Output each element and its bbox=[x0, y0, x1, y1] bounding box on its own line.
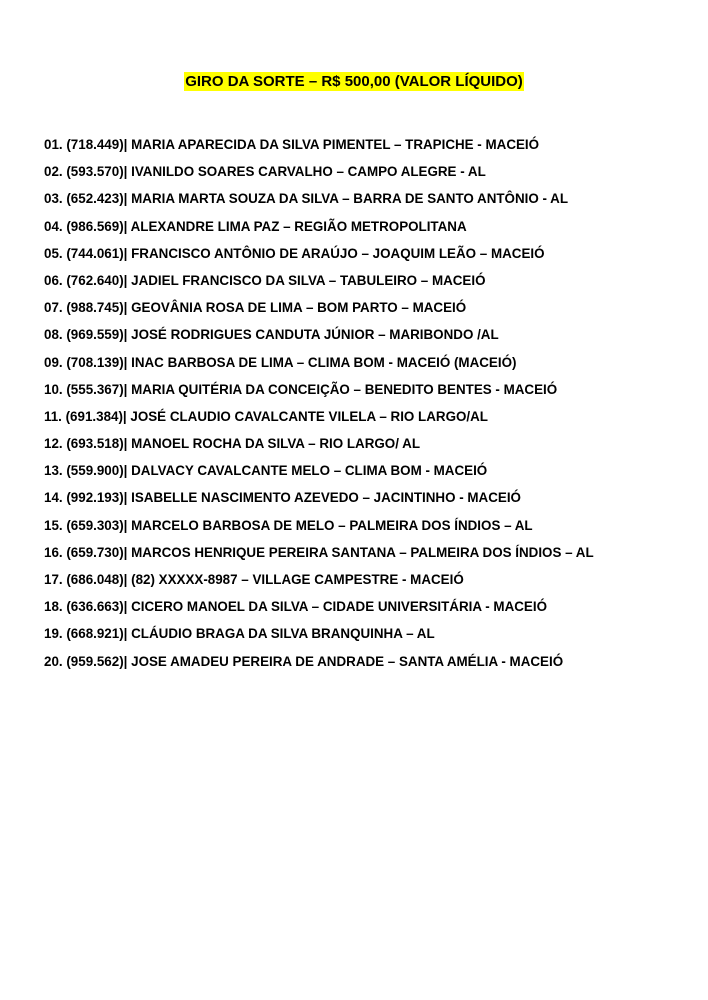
winner-entry: 07. (988.745)| GEOVÂNIA ROSA DE LIMA – BOM PARTO – MACEIÓ bbox=[44, 300, 467, 316]
winner-entry: 16. (659.730)| MARCOS HENRIQUE PEREIRA SANTANA – PALMEIRA DOS ÍNDIOS – AL bbox=[44, 544, 594, 560]
winner-entry: 02. (593.570)| IVANILDO SOARES CARVALHO – CAMPO ALEGRE - AL bbox=[44, 164, 486, 180]
winner-entry: 14. (992.193)| ISABELLE NASCIMENTO AZEVEDO – JACINTINHO - MACEIÓ bbox=[44, 490, 521, 506]
winner-entry: 08. (969.559)| JOSÉ RODRIGUES CANDUTA JÚNIOR – MARIBONDO /AL bbox=[44, 327, 499, 343]
winner-entry: 20. (959.562)| JOSE AMADEU PEREIRA DE ANDRADE – SANTA AMÉLIA - MACEIÓ bbox=[44, 653, 564, 669]
winner-entry: 13. (559.900)| DALVACY CAVALCANTE MELO – CLIMA BOM - MACEIÓ bbox=[44, 463, 488, 479]
winner-entry: 04. (986.569)| ALEXANDRE LIMA PAZ – REGIÃO METROPOLITANA bbox=[44, 218, 467, 234]
winner-entry: 15. (659.303)| MARCELO BARBOSA DE MELO – PALMEIRA DOS ÍNDIOS – AL bbox=[44, 517, 533, 533]
winner-entry: 11. (691.384)| JOSÉ CLAUDIO CAVALCANTE VILELA – RIO LARGO/AL bbox=[44, 408, 488, 424]
winner-entry: 12. (693.518)| MANOEL ROCHA DA SILVA – RIO LARGO/ AL bbox=[44, 436, 421, 452]
winner-entry: 19. (668.921)| CLÁUDIO BRAGA DA SILVA BRANQUINHA – AL bbox=[44, 626, 435, 642]
winner-entry: 17. (686.048)| (82) XXXXX-8987 – VILLAGE CAMPESTRE - MACEIÓ bbox=[44, 572, 464, 587]
winner-entry: 03. (652.423)| MARIA MARTA SOUZA DA SILVA – BARRA DE SANTO ANTÔNIO - AL bbox=[44, 191, 569, 207]
document-title: GIRO DA SORTE – R$ 500,00 (VALOR LÍQUIDO) bbox=[185, 73, 523, 90]
winner-entry: 05. (744.061)| FRANCISCO ANTÔNIO DE ARAÚJO – JOAQUIM LEÃO – MACEIÓ bbox=[44, 245, 545, 261]
title-container bbox=[0, 72, 708, 91]
winner-entry: 09. (708.139)| INAC BARBOSA DE LIMA – CLIMA BOM - MACEIÓ (MACEIÓ) bbox=[44, 354, 517, 370]
winner-entry: 18. (636.663)| CICERO MANOEL DA SILVA – CIDADE UNIVERSITÁRIA - MACEIÓ bbox=[44, 599, 547, 615]
winner-entry: 10. (555.367)| MARIA QUITÉRIA DA CONCEIÇÃO – BENEDITO BENTES - MACEIÓ bbox=[44, 381, 558, 397]
winner-entry: 06. (762.640)| JADIEL FRANCISCO DA SILVA – TABULEIRO – MACEIÓ bbox=[44, 272, 486, 288]
winners-list bbox=[44, 131, 694, 675]
winner-entry: 01. (718.449)| MARIA APARECIDA DA SILVA PIMENTEL – TRAPICHE - MACEIÓ bbox=[44, 137, 540, 152]
